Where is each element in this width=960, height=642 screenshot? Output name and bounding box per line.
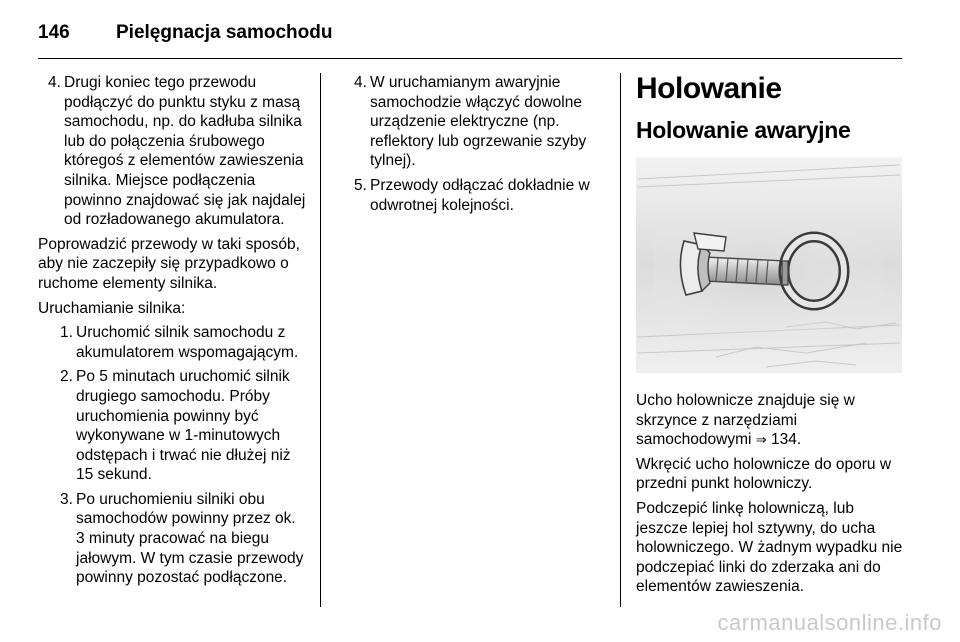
list-item-number: 3. — [60, 490, 73, 508]
list-item-text: Po uruchomieniu silniki obu samochodów powinny przez ok. 3 minuty pracować na biegu jałowym. W tym czasie przewody powinny pozostać podłączone. — [76, 490, 304, 587]
paragraph-text: Ucho holownicze znajduje się w skrzynce z narzędziami samochodowymi — [636, 392, 855, 449]
page-header — [38, 12, 902, 56]
paragraph: Uruchamianie silnika: — [38, 299, 186, 317]
list-item-text: Po 5 minutach uruchomić silnik drugiego samochodu. Próby uruchomienia powinny być wykonywane w 1-minutowych odstępach i trwać nie dłużej niż 15 sekund. — [76, 368, 291, 484]
list-item — [50, 367, 306, 485]
list-item-number: 2. — [60, 368, 73, 386]
paragraph: Podczepić linkę holowniczą, lub jeszcze lepiej hol sztywny, do ucha holowniczego. W żadnym wypadku nie podczepiać linki do zderzaka ani do elementów zawieszenia. — [636, 499, 903, 596]
column-divider-2 — [620, 73, 621, 607]
paragraph: Poprowadzić przewody w taki sposób, aby nie zaczepiły się przypadkowo o ruchome elementy silnika. — [38, 235, 300, 292]
list-item-text: Uruchomić silnik samochodu z akumulatorem wspomagającym. — [76, 324, 299, 361]
subsection-heading: Holowanie awaryjne — [636, 117, 851, 143]
list-item — [344, 73, 606, 171]
page-title: Pielęgnacja samochodu — [116, 22, 333, 43]
watermark: carmanualsonline.info — [717, 610, 942, 635]
column-1 — [38, 73, 306, 593]
header-divider — [38, 58, 902, 59]
section-heading: Holowanie — [636, 72, 782, 105]
page-number: 146 — [38, 22, 70, 43]
column-2 — [344, 73, 606, 220]
list-item-number: 1. — [60, 324, 73, 342]
column-divider-1 — [320, 73, 321, 607]
arrow-reference-icon: ⇒ — [755, 432, 767, 448]
start-steps-list — [50, 323, 306, 588]
list-item-text: Przewody odłączać dokładnie w odwrotnej kolejności. — [370, 176, 590, 214]
paragraph: Wkręcić ucho holownicze do oporu w przedni punkt holowniczy. — [636, 455, 892, 493]
list-item-text: Drugi koniec tego przewodu podłączyć do punktu styku z masą samochodu, np. do kadłuba silnika lub do połączenia śrubowego któregoś z elementów zawieszenia silnika. Miejsce podłączenia powinno znajdować się jak najdalej od rozładowanego akumulatora. — [64, 74, 306, 229]
list-item-number: 4. — [354, 74, 367, 91]
list-item-number: 5. — [354, 176, 367, 194]
towing-eye-illustration — [636, 157, 902, 373]
list-item-number: 4. — [48, 74, 61, 91]
paragraph — [636, 391, 906, 450]
page-reference[interactable]: 134. — [770, 431, 802, 449]
list-item — [38, 73, 306, 230]
list-item — [344, 176, 606, 215]
column-3 — [636, 73, 906, 602]
list-item — [50, 323, 306, 362]
list-item — [50, 490, 306, 588]
list-item-text: W uruchamianym awaryjnie samochodzie włączyć dowolne urządzenie elektryczne (np. reflektory lub ogrzewanie szyby tylnej). — [370, 74, 587, 170]
